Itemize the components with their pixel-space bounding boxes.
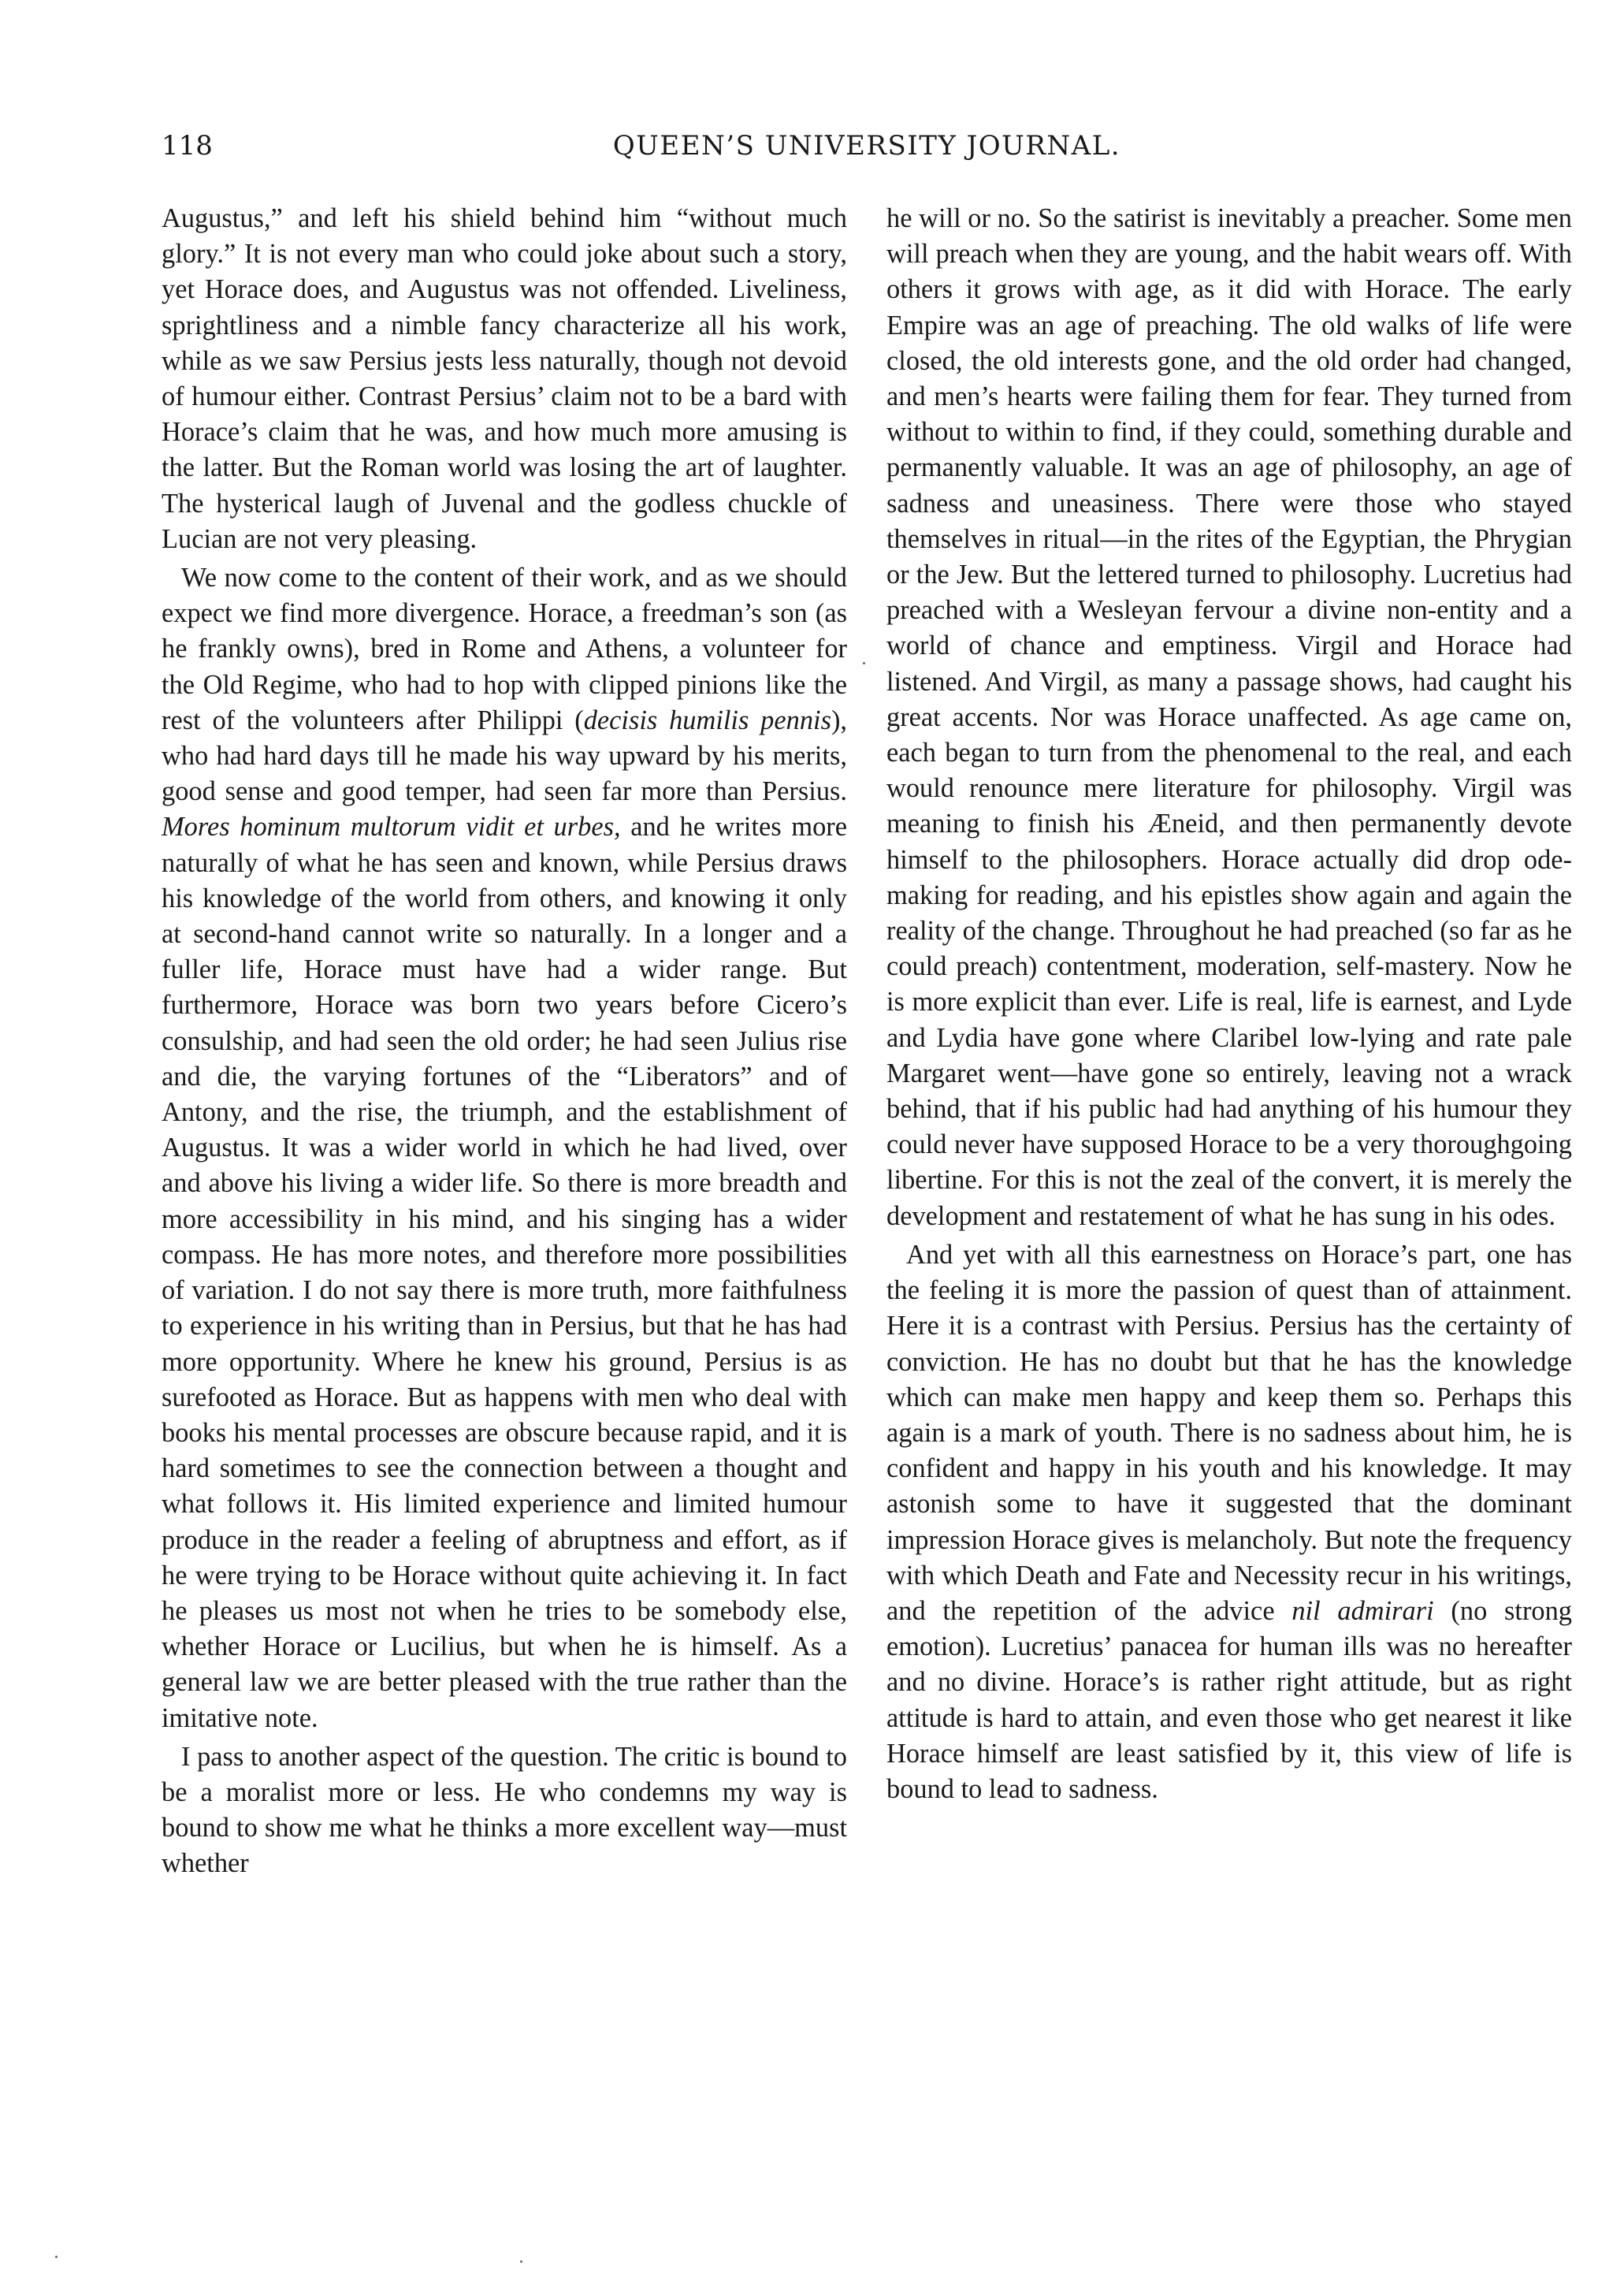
paragraph-text: We now come to the content of their work, and as we should expect we find more divergence. Horace, a freedman’s son (as he frankly owns), bred in Rome and Athens, a volunteer for the Old Regime, who had to hop with clipped pinions like the rest of the volunteers after Philippi ( xyxy=(162,563,847,735)
page-number: 118 xyxy=(162,130,213,162)
paragraph-right-1: he will or no. So the satirist is inevitably a preacher. Some men will preach when they are young, and the habit wears off. With others it grows with age, as it did with Horace. The early Empire was an age of preaching. The old walks of life were closed, the old interests gone, and the old order had changed, and men’s hearts were failing them for fear. They turned from without to within to find, if they could, something durable and permanently valuable. It was an age of philosophy, an age of sadness and uneasiness. There were those who stayed themselves in ritual—in the rites of the Egyptian, the Phrygian or the Jew. But the lettered turned to philosophy. Lucretius had preached with a Wesleyan fervour a divine non-entity and a world of chance and emptiness. Virgil and Horace had listened. And Virgil, as many a passage shows, had caught his great accents. Nor was Horace unaffected. As age came on, each began to turn from the phenomenal to the real, and each would renounce mere literature for philosophy. Virgil was meaning to finish his Æneid, and then permanently devote himself to the philosophers. Horace actually did drop ode-making for reading, and his epistles show again and again the reality of the change. Throughout he had preached (so far as he could preach) contentment, moderation, self-mastery. Now he is more explicit than ever. Life is real, life is earnest, and Lyde and Lydia have gone where Claribel low-lying and rate pale Margaret went—have gone so entirely, leaving not a wrack behind, that if his public had had anything of his humour they could never have supposed Horace to be a very thoroughgoing libertine. For this is not the zeal of the convert, it is merely the development and restatement of what he has sung in his odes. xyxy=(886,203,1572,1231)
left-column xyxy=(162,201,847,1882)
latin-quote: nil admirari xyxy=(1291,1595,1434,1626)
paragraph-text: (no strong emotion). Lucretius’ panacea for human ills was no hereafter and no divine. Horace’s is rather right attitude, but as right attitude is hard to attain, and even those who get nearest it like Horace himself are least satisfied by it, this view of life is bound to lead to sadness. xyxy=(886,1595,1572,1804)
latin-quote: Mores hominum multorum vidit et urbes, xyxy=(162,812,621,843)
right-column xyxy=(886,201,1572,1807)
paragraph-right-2 xyxy=(886,1237,1572,1807)
print-speck xyxy=(520,2260,522,2263)
paragraph-text: and he writes more naturally of what he has seen and known, while Persius draws his knowledge of the world from others, and knowing it only at second-hand cannot write so naturally. In a longer and a fuller life, Horace must have had a wider range. But furthermore, Horace was born two years before Cicero’s consulship, and had seen the old order; he had seen Julius rise and die, the varying fortunes of the “Liberators” and of Antony, and the rise, the triumph, and the establishment of Augustus. It was a wider world in which he had lived, over and above his living a wider life. So there is more breadth and more accessibility in his mind, and his singing has a wider compass. He has more notes, and therefore more possibilities of variation. I do not say there is more truth, more faithfulness to experience in his writing than in Persius, but that he has had more opportunity. Where he knew his ground, Persius is as surefooted as Horace. But as happens with men who deal with books his mental processes are obscure because rapid, and it is hard sometimes to see the connection between a thought and what follows it. His limited experience and limited humour produce in the reader a feeling of abruptness and effort, as if he were trying to be Horace without quite achieving it. In fact he pleases us most not when he tries to be somebody else, whether Horace or Lucilius, but when he is himself. As a general law we are better pleased with the true rather than the imitative note. xyxy=(162,812,847,1733)
paragraph-left-3: I pass to another aspect of the question. The critic is bound to be a moralist more or less. He who condemns my way is bound to show me what he thinks a more excellent way—must whether xyxy=(162,1741,847,1879)
print-speck xyxy=(55,2256,58,2258)
paragraph-text: And yet with all this earnestness on Horace’s part, one has the feeling it is more the passion of quest than of attainment. Here it is a contrast with Persius. Persius has the certainty of conviction. He has no doubt but that he has the knowledge which can make men happy and keep them so. Perhaps this again is a mark of youth. There is no sadness about him, he is confident and happy in his youth and his knowledge. It may astonish some to have it suggested that the dominant impression Horace gives is melancholy. But note the frequency with which Death and Fate and Necessity recur in his writings, and the repetition of the advice xyxy=(886,1239,1572,1626)
paragraph-left-1: Augustus,” and left his shield behind him “without much glory.” It is not every man who could joke about such a story, yet Horace does, and Augustus was not offended. Liveliness, sprightliness and a nimble fancy characterize all his work, while as we saw Persius jests less naturally, though not devoid of humour either. Contrast Persius’ claim not to be a bard with Horace’s claim that he was, and how much more amusing is the latter. But the Roman world was losing the art of laughter. The hysterical laugh of Juvenal and the godless chuckle of Lucian are not very pleasing. xyxy=(162,203,847,554)
journal-title: QUEEN’S UNIVERSITY JOURNAL. xyxy=(612,130,1121,162)
paragraph-text: ), who had hard days till he made his way upward by his merits, good sense and good temper, had seen far more than Persius. xyxy=(162,705,848,807)
print-speck xyxy=(863,662,865,664)
paragraph-left-2 xyxy=(162,560,847,1736)
running-head xyxy=(162,126,1572,166)
latin-quote: decisis humilis pennis xyxy=(583,705,831,735)
